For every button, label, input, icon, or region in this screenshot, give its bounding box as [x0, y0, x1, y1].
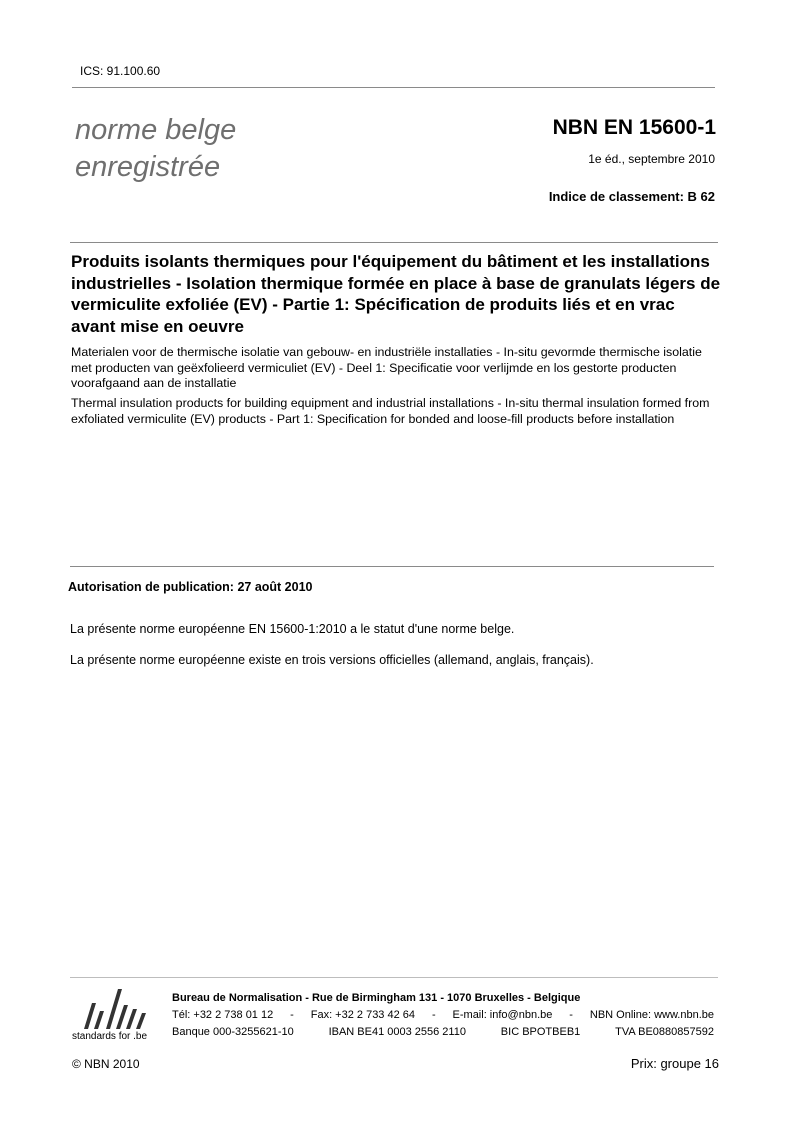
- title-bottom-divider: [70, 566, 714, 567]
- copyright: © NBN 2010: [72, 1057, 140, 1071]
- publication-authorisation: Autorisation de publication: 27 août 2010: [68, 580, 313, 594]
- edition-date: 1e éd., septembre 2010: [588, 152, 715, 166]
- separator: -: [290, 1009, 294, 1021]
- title-french: Produits isolants thermiques pour l'équipement du bâtiment et les installations industrielles - Isolation thermique formée en place à base de granulats légers de vermiculite exfoliée (EV) - Partie 1: Spécification de produits liés et en vrac avant mise en oeuvre: [71, 252, 721, 336]
- title-dutch: Materialen voor de thermische isolatie van gebouw- en industriële installaties - In-situ gevormde thermische isolatie met producten van geëxfolieerd vermiculiet (EV) - Deel 1: Specificatie voor verlijmde en los gestorte producten voorafgaand aan de installatie: [71, 345, 702, 390]
- vat-number: TVA BE0880857592: [615, 1026, 714, 1038]
- bank-line: [172, 1026, 714, 1038]
- bank-account: Banque 000-3255621-10: [172, 1026, 294, 1038]
- separator: -: [431, 1009, 436, 1021]
- standard-reference: NBN EN 15600-1: [552, 116, 716, 139]
- classification-index: Indice de classement: B 62: [548, 189, 715, 204]
- phone: Tél: +32 2 738 01 12: [172, 1009, 274, 1021]
- iban: IBAN BE41 0003 2556 2110: [328, 1026, 466, 1038]
- logo-tagline: standards for .be: [72, 1031, 148, 1042]
- header-divider: [72, 87, 715, 88]
- footer-divider: [70, 977, 718, 978]
- bic: BIC BPOTBEB1: [500, 1026, 581, 1038]
- nbn-logo: [70, 983, 160, 1045]
- nbn-logo-icon: [70, 983, 160, 1031]
- norme-line-2: enregistrée: [75, 151, 221, 183]
- norme-line-1: norme belge: [75, 114, 237, 146]
- title-english: Thermal insulation products for building equipment and industrial installations - In-situ thermal insulation formed from exfoliated vermiculite (EV) products - Part 1: Specification for bonded and loose-fill products before installation: [71, 396, 710, 426]
- website: NBN Online: www.nbn.be: [589, 1009, 714, 1021]
- email: E-mail: info@nbn.be: [452, 1009, 553, 1021]
- title-top-divider: [70, 242, 718, 243]
- fax: Fax: +32 2 733 42 64: [310, 1009, 416, 1021]
- status-statement: La présente norme européenne EN 15600-1:2010 a le statut d'une norme belge.: [70, 622, 515, 636]
- contact-line: [172, 1009, 714, 1021]
- price-group: Prix: groupe 16: [630, 1056, 719, 1071]
- bureau-address: Bureau de Normalisation - Rue de Birmingham 131 - 1070 Bruxelles - Belgique: [172, 992, 581, 1004]
- norme-type: [75, 112, 236, 186]
- separator: -: [569, 1009, 573, 1021]
- ics-code: ICS: 91.100.60: [80, 64, 161, 78]
- versions-statement: La présente norme européenne existe en trois versions officielles (allemand, anglais, français).: [70, 653, 594, 667]
